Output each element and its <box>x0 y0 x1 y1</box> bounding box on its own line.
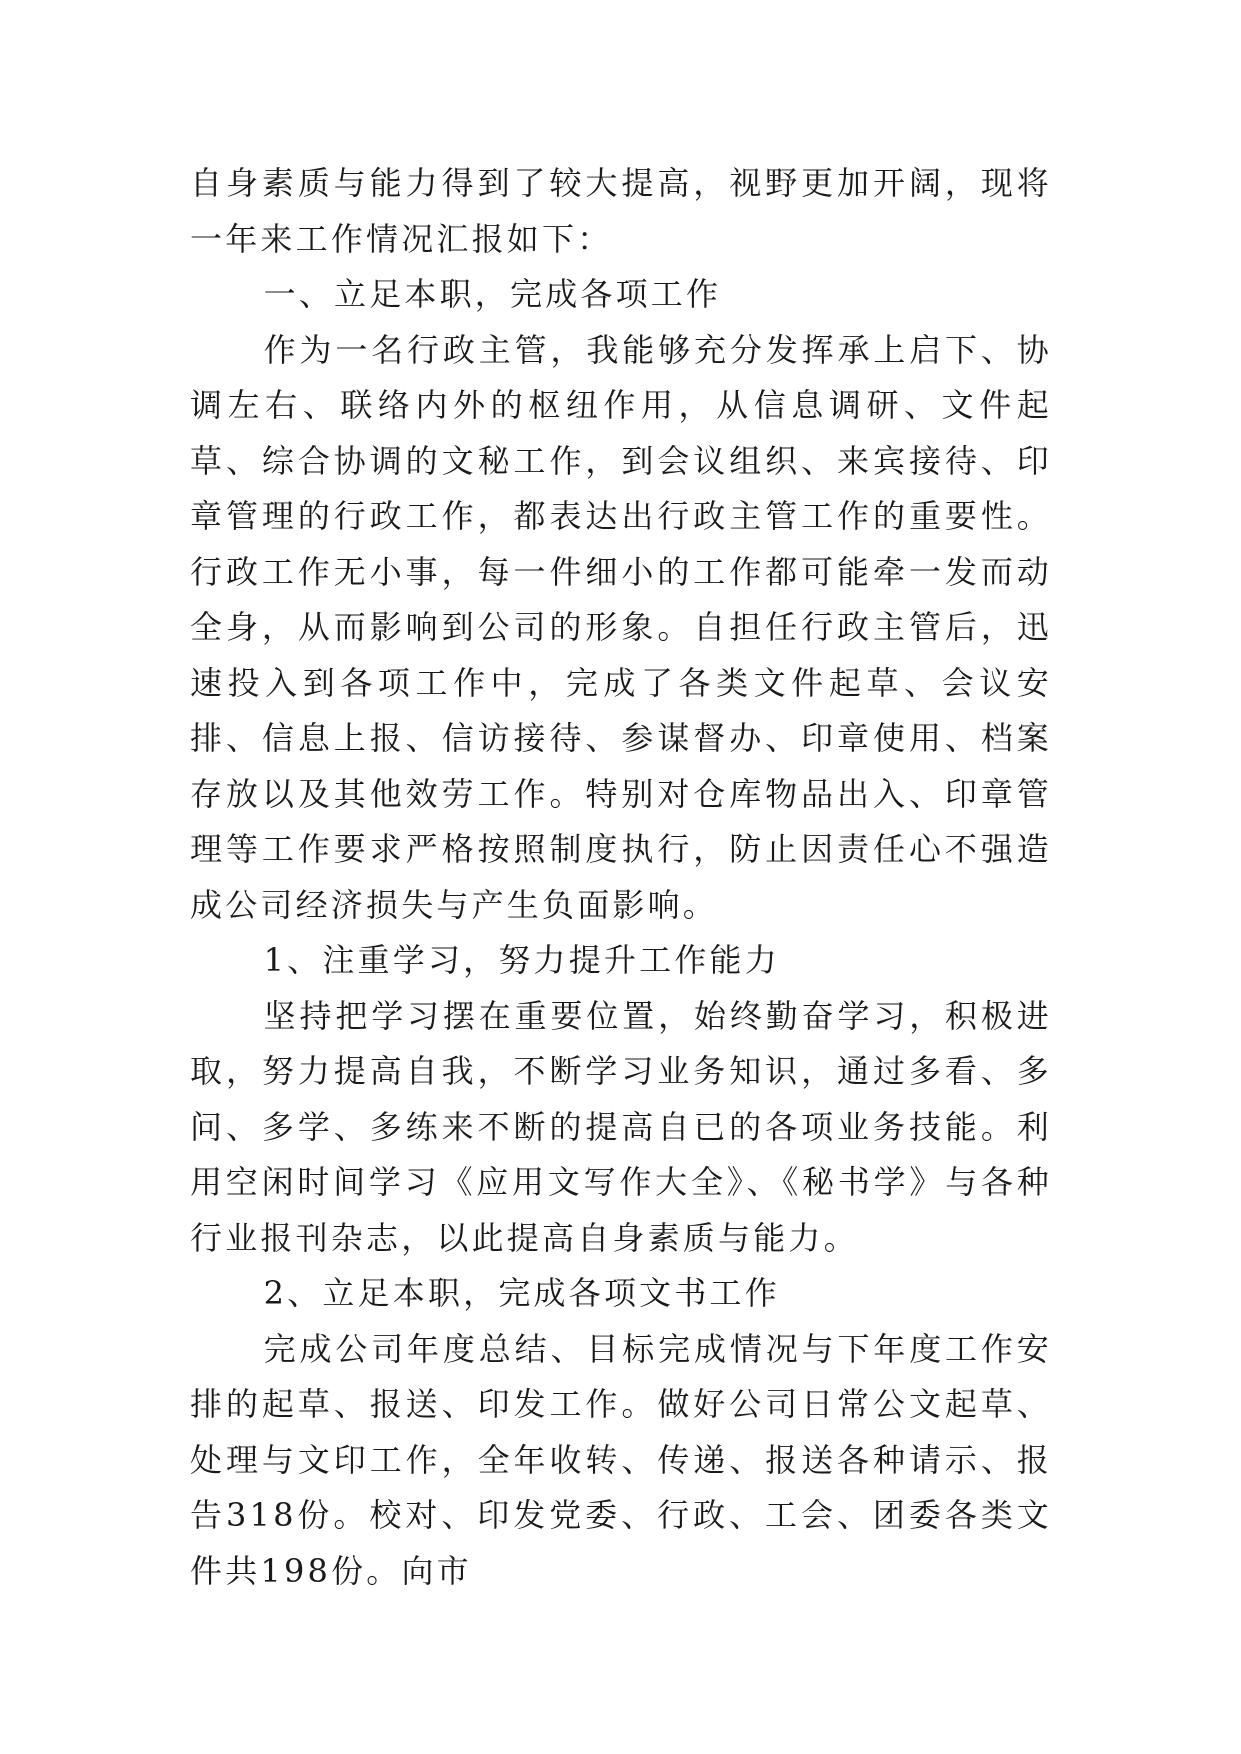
subheading-documents: 2、立足本职，完成各项文书工作 <box>263 1274 780 1312</box>
paragraph-continuation: 自身素质与能力得到了较大提高，视野更加开阔，现将一年来工作情况汇报如下： <box>190 164 1052 258</box>
paragraph-learning: 坚持把学习摆在重要位置，始终勤奋学习，积极进取，努力提高自我，不断学习业务知识，通过多看、多问、多学、多练来不断的提高自已的各项业务技能。利用空闲时间学习《应用文写作大全》、《秘书学》与各种行业报刊杂志，以此提高自身素质与能力。 <box>190 996 1052 1257</box>
document-body <box>190 156 1052 1599</box>
section-heading-1: 一、立足本职，完成各项工作 <box>263 275 722 313</box>
paragraph-documents: 完成公司年度总结、目标完成情况与下年度工作安排的起草、报送、印发工作。做好公司日常公文起草、处理与文印工作，全年收转、传递、报送各种请示、报告318份。校对、印发党委、行政、工会、团委各类文件共198份。向市 <box>190 1329 1052 1590</box>
subheading-learning: 1、注重学习，努力提升工作能力 <box>263 941 780 979</box>
paragraph-duties: 作为一名行政主管，我能够充分发挥承上启下、协调左右、联络内外的枢纽作用，从信息调研、文件起草、综合协调的文秘工作，到会议组织、来宾接待、印章管理的行政工作，都表达出行政主管工作的重要性。行政工作无小事，每一件细小的工作都可能牵一发而动全身，从而影响到公司的形象。自担任行政主管后，迅速投入到各项工作中，完成了各类文件起草、会议安排、信息上报、信访接待、参谋督办、印章使用、档案存放以及其他效劳工作。特别对仓库物品出入、印章管理等工作要求严格按照制度执行，防止因责任心不强造成公司经济损失与产生负面影响。 <box>190 330 1052 924</box>
